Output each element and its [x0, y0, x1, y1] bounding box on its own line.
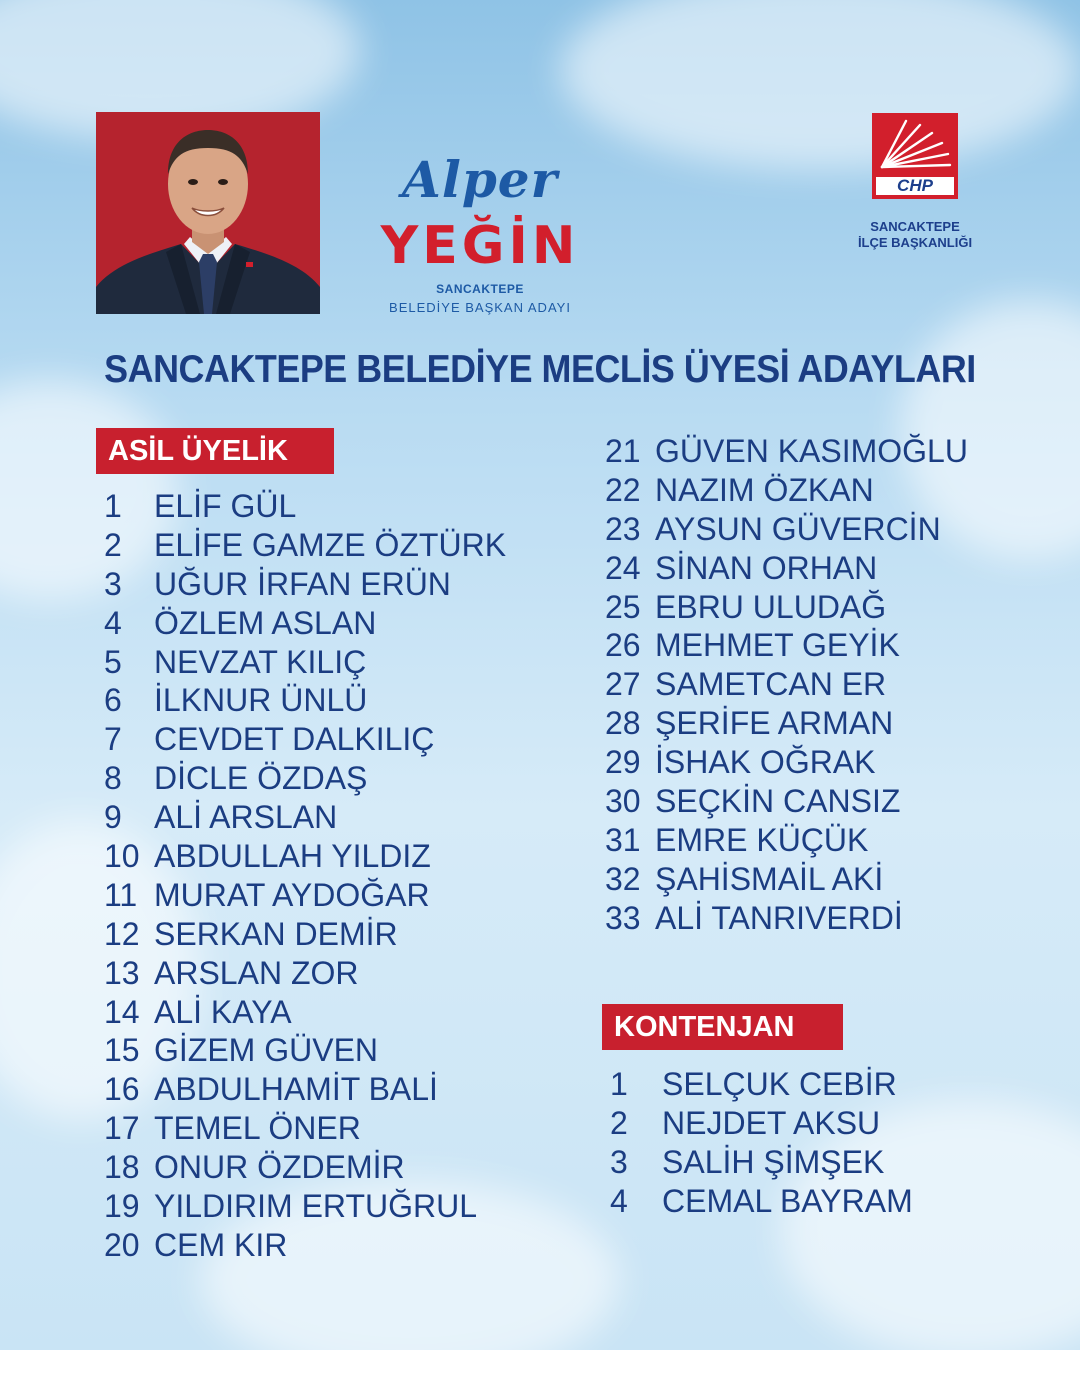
member-name: TEMEL ÖNER — [154, 1110, 361, 1147]
member-name: MEHMET GEYİK — [655, 627, 900, 664]
member-number: 1 — [610, 1065, 628, 1102]
member-name: ONUR ÖZDEMİR — [154, 1149, 405, 1186]
member-name: CEVDET DALKILIÇ — [154, 721, 435, 758]
member-list-asil-1 — [104, 487, 506, 1265]
member-name: ÖZLEM ASLAN — [154, 604, 377, 641]
member-number: 10 — [104, 837, 140, 874]
list-item — [104, 759, 506, 798]
list-item — [104, 1148, 506, 1187]
list-item — [605, 899, 968, 938]
candidate-title: BELEDİYE BAŞKAN ADAYI — [389, 300, 571, 315]
member-name: NEJDET AKSU — [662, 1104, 881, 1141]
member-name: EBRU ULUDAĞ — [655, 588, 887, 625]
member-name: EMRE KÜÇÜK — [655, 821, 869, 858]
list-item — [605, 743, 968, 782]
member-name: ŞERİFE ARMAN — [655, 705, 894, 742]
member-name: GİZEM GÜVEN — [154, 1032, 379, 1069]
list-item — [610, 1104, 913, 1143]
member-name: ALİ KAYA — [154, 993, 292, 1030]
party-org-line1: SANCAKTEPE — [870, 219, 960, 234]
member-name: ELİF GÜL — [154, 487, 297, 524]
member-name: UĞUR İRFAN ERÜN — [154, 565, 451, 602]
member-number: 32 — [605, 860, 641, 897]
member-number: 15 — [104, 1032, 140, 1069]
member-name: SERKAN DEMİR — [154, 915, 398, 952]
member-number: 8 — [104, 760, 122, 797]
member-number: 6 — [104, 682, 122, 719]
candidate-photo — [96, 112, 320, 314]
list-item — [605, 782, 968, 821]
member-name: DİCLE ÖZDAŞ — [154, 760, 368, 797]
member-number: 3 — [610, 1143, 628, 1180]
list-item — [104, 1070, 506, 1109]
list-item — [104, 1226, 506, 1265]
list-item — [104, 1109, 506, 1148]
member-number: 21 — [605, 432, 641, 469]
member-number: 18 — [104, 1149, 140, 1186]
member-number: 30 — [605, 782, 641, 819]
party-logo — [872, 113, 958, 199]
member-list-kontenjan — [610, 1065, 913, 1221]
list-item — [605, 860, 968, 899]
member-name: NAZIM ÖZKAN — [655, 471, 874, 508]
page-title: SANCAKTEPE BELEDİYE MECLİS ÜYESİ ADAYLARI — [104, 348, 976, 391]
member-name: MURAT AYDOĞAR — [154, 876, 430, 913]
member-number: 7 — [104, 721, 122, 758]
member-name: SEÇKİN CANSIZ — [655, 782, 901, 819]
member-name: CEM KIR — [154, 1226, 288, 1263]
member-number: 33 — [605, 899, 641, 936]
member-number: 26 — [605, 627, 641, 664]
member-name: ELİFE GAMZE ÖZTÜRK — [154, 526, 507, 563]
member-number: 29 — [605, 744, 641, 781]
member-number: 2 — [104, 526, 122, 563]
party-org-line2: İLÇE BAŞKANLIĞI — [857, 235, 973, 250]
list-item — [104, 487, 506, 526]
candidate-district: SANCAKTEPE — [436, 282, 524, 296]
member-number: 25 — [605, 588, 641, 625]
member-name: ABDULLAH YILDIZ — [154, 837, 431, 874]
candidate-first-name: Alper — [402, 150, 558, 209]
list-item — [605, 471, 968, 510]
member-name: ALİ ARSLAN — [154, 799, 338, 836]
member-number: 20 — [104, 1226, 140, 1263]
list-item — [610, 1182, 913, 1221]
list-item — [605, 821, 968, 860]
member-name: ALİ TANRIVERDİ — [655, 899, 903, 936]
list-item — [605, 665, 968, 704]
list-item — [104, 565, 506, 604]
list-item — [104, 720, 506, 759]
member-name: SİNAN ORHAN — [655, 549, 878, 586]
member-name: ARSLAN ZOR — [154, 954, 359, 991]
list-item — [610, 1065, 913, 1104]
member-number: 17 — [104, 1110, 140, 1147]
list-item — [605, 432, 968, 471]
list-item — [104, 681, 506, 720]
member-name: CEMAL BAYRAM — [662, 1182, 913, 1219]
list-item — [610, 1143, 913, 1182]
list-item — [605, 588, 968, 627]
six-arrows-icon — [872, 113, 958, 177]
list-item — [104, 1031, 506, 1070]
member-number: 12 — [104, 915, 140, 952]
member-name: ŞAHİSMAİL AKİ — [655, 860, 884, 897]
party-abbr: CHP — [876, 177, 954, 195]
list-item — [104, 643, 506, 682]
member-name: SALİH ŞİMŞEK — [662, 1143, 885, 1180]
list-item — [104, 1187, 506, 1226]
member-number: 11 — [104, 876, 138, 913]
section-label-asil: ASİL ÜYELİK — [96, 428, 334, 474]
list-item — [104, 604, 506, 643]
member-number: 3 — [104, 565, 122, 602]
member-number: 28 — [605, 705, 641, 742]
list-item — [104, 837, 506, 876]
member-name: İLKNUR ÜNLÜ — [154, 682, 368, 719]
candidate-last-name: YEĞİN — [380, 216, 580, 276]
member-number: 5 — [104, 643, 122, 680]
member-number: 4 — [610, 1182, 628, 1219]
member-number: 22 — [605, 471, 641, 508]
member-number: 23 — [605, 510, 641, 547]
section-label-kontenjan: KONTENJAN — [602, 1004, 843, 1050]
member-number: 19 — [104, 1187, 140, 1224]
candidate-portrait — [96, 112, 320, 314]
member-name: SELÇUK CEBİR — [662, 1065, 897, 1102]
member-name: İSHAK OĞRAK — [655, 744, 876, 781]
member-name: GÜVEN KASIMOĞLU — [655, 432, 968, 469]
member-number: 16 — [104, 1071, 140, 1108]
list-item — [605, 626, 968, 665]
member-number: 4 — [104, 604, 122, 641]
list-item — [605, 549, 968, 588]
member-number: 14 — [104, 993, 140, 1030]
member-number: 2 — [610, 1104, 628, 1141]
member-number: 27 — [605, 666, 641, 703]
member-list-asil-2 — [605, 432, 968, 938]
list-item — [605, 510, 968, 549]
member-number: 1 — [104, 487, 122, 524]
member-number: 24 — [605, 549, 641, 586]
list-item — [104, 993, 506, 1032]
member-name: AYSUN GÜVERCİN — [655, 510, 941, 547]
member-name: ABDULHAMİT BALİ — [154, 1071, 438, 1108]
cloud — [560, 0, 1080, 170]
list-item — [104, 798, 506, 837]
member-name: SAMETCAN ER — [655, 666, 887, 703]
member-name: YILDIRIM ERTUĞRUL — [154, 1187, 478, 1224]
member-number: 13 — [104, 954, 140, 991]
member-name: NEVZAT KILIÇ — [154, 643, 367, 680]
list-item — [104, 954, 506, 993]
list-item — [104, 526, 506, 565]
list-item — [104, 876, 506, 915]
member-number: 31 — [605, 821, 641, 858]
list-item — [605, 704, 968, 743]
list-item — [104, 915, 506, 954]
member-number: 9 — [104, 799, 122, 836]
